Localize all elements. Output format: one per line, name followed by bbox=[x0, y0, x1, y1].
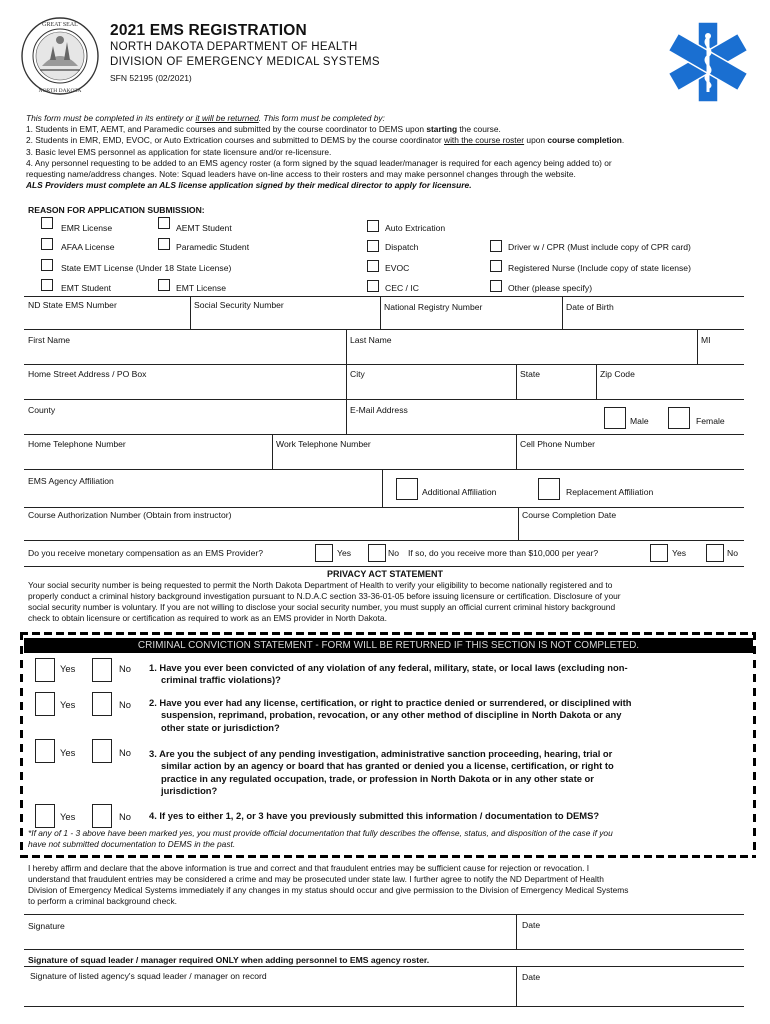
dispatch-checkbox[interactable] bbox=[367, 240, 379, 252]
aemt-student-checkbox[interactable] bbox=[158, 217, 170, 229]
cec-ic-checkbox[interactable] bbox=[367, 280, 379, 292]
cec-ic-label: CEC / IC bbox=[385, 283, 419, 293]
male-checkbox[interactable] bbox=[604, 407, 626, 429]
additional-affiliation-label: Additional Affiliation bbox=[422, 487, 497, 497]
reason-heading: REASON FOR APPLICATION SUBMISSION: bbox=[28, 205, 205, 215]
paramedic-student-label: Paramedic Student bbox=[176, 242, 250, 252]
state-field[interactable]: State bbox=[520, 369, 541, 379]
paramedic-student-checkbox[interactable] bbox=[158, 238, 170, 250]
female-label: Female bbox=[696, 416, 725, 426]
home-address-field[interactable]: Home Street Address / PO Box bbox=[28, 369, 147, 379]
compensation-yes-label: Yes bbox=[337, 548, 352, 558]
evoc-label: EVOC bbox=[385, 263, 410, 273]
nd-state-ems-number-field[interactable]: ND State EMS Number bbox=[28, 300, 117, 310]
q1-yes-checkbox[interactable] bbox=[35, 658, 55, 682]
registered-nurse-label: Registered Nurse (Include copy of state license) bbox=[508, 263, 691, 273]
compensation-no-checkbox[interactable] bbox=[368, 544, 386, 562]
replacement-affiliation-checkbox[interactable] bbox=[538, 478, 560, 500]
work-phone-field[interactable]: Work Telephone Number bbox=[276, 439, 371, 449]
ssn-field[interactable]: Social Security Number bbox=[194, 300, 284, 310]
course-completion-date-field[interactable]: Course Completion Date bbox=[522, 510, 617, 520]
state-emt-checkbox[interactable] bbox=[41, 259, 53, 271]
emt-student-label: EMT Student bbox=[61, 283, 111, 293]
q4-yes-label: Yes bbox=[60, 811, 76, 822]
emt-student-checkbox[interactable] bbox=[41, 279, 53, 291]
county-field[interactable]: County bbox=[28, 405, 56, 415]
q4-no-label: No bbox=[119, 811, 131, 822]
agency-affiliation-field[interactable]: EMS Agency Affiliation bbox=[28, 476, 114, 486]
department-name: NORTH DAKOTA DEPARTMENT OF HEALTH bbox=[110, 41, 358, 53]
dispatch-label: Dispatch bbox=[385, 242, 419, 252]
email-field[interactable]: E-Mail Address bbox=[350, 405, 408, 415]
star-of-life-icon bbox=[666, 20, 750, 104]
compensation-yes-checkbox[interactable] bbox=[315, 544, 333, 562]
additional-affiliation-checkbox[interactable] bbox=[396, 478, 418, 500]
afaa-license-checkbox[interactable] bbox=[41, 238, 53, 250]
evoc-checkbox[interactable] bbox=[367, 260, 379, 272]
q2-text: 2. Have you ever had any license, certification, or right to practice denied or surrendered, or disciplined with suspension, reprimand, probation, revocation, or any other method of discipline in North Dakota or any other state or jurisdiction? bbox=[149, 697, 632, 733]
emt-license-checkbox[interactable] bbox=[158, 279, 170, 291]
driver-cpr-label: Driver w / CPR (Must include copy of CPR card) bbox=[508, 242, 691, 252]
privacy-heading: PRIVACY ACT STATEMENT bbox=[326, 569, 443, 579]
squad-date-field[interactable]: Date bbox=[522, 972, 541, 982]
q1-yes-label: Yes bbox=[60, 663, 76, 674]
over-10000-yes-label: Yes bbox=[672, 548, 687, 558]
aemt-student-label: AEMT Student bbox=[176, 223, 232, 233]
compensation-question: Do you receive monetary compensation as an EMS Provider? bbox=[28, 548, 264, 558]
over-10000-no-label: No bbox=[727, 548, 738, 558]
state-seal bbox=[20, 16, 100, 96]
replacement-affiliation-label: Replacement Affiliation bbox=[566, 487, 654, 497]
q4-text: 4. If yes to either 1, 2, or 3 have you previously submitted this information / documentation to DEMS? bbox=[149, 810, 600, 821]
auto-extrication-checkbox[interactable] bbox=[367, 220, 379, 232]
female-checkbox[interactable] bbox=[668, 407, 690, 429]
q4-yes-checkbox[interactable] bbox=[35, 804, 55, 828]
q1-no-checkbox[interactable] bbox=[92, 658, 112, 682]
q2-no-checkbox[interactable] bbox=[92, 692, 112, 716]
division-name: DIVISION OF EMERGENCY MEDICAL SYSTEMS bbox=[110, 56, 380, 68]
q2-yes-checkbox[interactable] bbox=[35, 692, 55, 716]
instructions: This form must be completed in its entirety or it will be returned. This form must be completed by: 1. Students in EMT, AEMT, and Paramedic courses and submitted by the course coordinator to DEMS upon starting the course. 2. Students in EMR, EMD, EVOC, or Auto Extrication courses and submitted to DEMS by the course coordinator with the course roster upon course completion. 3. Basic level EMS personnel as application for state licensure and/or re-licensure. 4. Any personnel requesting to be added to an EMS agency roster (a form signed by the squad leader/manager is required for each agency being added to) or requesting name/address changes. Note: Squad leaders have on-line access to their rosters and may make personnel changes through the website. ALS Providers must complete an ALS license application signed by their medical director to apply for licensure. bbox=[26, 113, 625, 191]
emt-license-label: EMT License bbox=[176, 283, 226, 293]
q2-no-label: No bbox=[119, 699, 131, 710]
squad-heading: Signature of squad leader / manager required ONLY when adding personnel to EMS agency roster. bbox=[28, 955, 430, 965]
driver-cpr-checkbox[interactable] bbox=[490, 240, 502, 252]
q3-no-label: No bbox=[119, 747, 131, 758]
form-title: 2021 EMS REGISTRATION bbox=[110, 22, 307, 39]
over-10000-question: If so, do you receive more than $10,000 per year? bbox=[408, 548, 599, 558]
emr-license-checkbox[interactable] bbox=[41, 217, 53, 229]
course-authorization-field[interactable]: Course Authorization Number (Obtain from instructor) bbox=[28, 510, 232, 520]
form-number: SFN 52195 (02/2021) bbox=[110, 73, 192, 83]
afaa-license-label: AFAA License bbox=[61, 242, 115, 252]
q4-no-checkbox[interactable] bbox=[92, 804, 112, 828]
q3-yes-label: Yes bbox=[60, 747, 76, 758]
male-label: Male bbox=[630, 416, 649, 426]
zip-code-field[interactable]: Zip Code bbox=[600, 369, 635, 379]
city-field[interactable]: City bbox=[350, 369, 365, 379]
svg-text:GREAT SEAL: GREAT SEAL bbox=[42, 22, 78, 28]
privacy-statement: Your social security number is being requested to permit the North Dakota Department of Health to verify your eligibility to become nationally registered and to properly conduct a criminal history background investigation pursuant to N.D.A.C section 33-36-01-05 before issuing licensure or certification. Disclosure of your social security number is voluntary. If you are not willing to disclose your social security number, you must supply an official current criminal history background check to obtain licensure or certification as required to work as an EMS provider in North Dakota. bbox=[28, 580, 621, 623]
q3-yes-checkbox[interactable] bbox=[35, 739, 55, 763]
affirmation-text: I hereby affirm and declare that the above information is true and correct and that fraudulent entries may be sufficient cause for rejection or revocation. I understand that fraudulent entries may be considered a crime and may be prosecuted under state law. I further agree to notify the ND Department of Health Division of Emergency Medical Systems immediately if any changes in my status should occur and give permission to the Division of Emergency Medical Systems to perform a criminal background check. bbox=[28, 863, 629, 906]
q1-no-label: No bbox=[119, 663, 131, 674]
q3-text: 3. Are you the subject of any pending investigation, administrative sanction proceeding, hearing, trial or similar action by an agency or board that has granted or denied you a license, certification, or right to practice in any regulated occupation, trade, or profession in North Dakota or in any other state or jurisdiction? bbox=[149, 748, 614, 797]
other-checkbox[interactable] bbox=[490, 280, 502, 292]
q2-yes-label: Yes bbox=[60, 699, 76, 710]
emr-license-label: EMR License bbox=[61, 223, 113, 233]
home-phone-field[interactable]: Home Telephone Number bbox=[28, 439, 126, 449]
signature-field[interactable]: Signature bbox=[28, 921, 65, 931]
state-emt-label: State EMT License (Under 18 State License) bbox=[61, 263, 232, 273]
squad-signature-field[interactable]: Signature of listed agency's squad leader / manager on record bbox=[30, 971, 267, 981]
over-10000-yes-checkbox[interactable] bbox=[650, 544, 668, 562]
registered-nurse-checkbox[interactable] bbox=[490, 260, 502, 272]
svg-text:NORTH DAKOTA: NORTH DAKOTA bbox=[38, 88, 82, 94]
q1-text: 1. Have you ever been convicted of any violation of any federal, military, state, or local laws (excluding non- criminal traffic violations)? bbox=[149, 662, 628, 686]
last-name-field[interactable]: Last Name bbox=[350, 335, 392, 345]
first-name-field[interactable]: First Name bbox=[28, 335, 71, 345]
q3-no-checkbox[interactable] bbox=[92, 739, 112, 763]
national-registry-field[interactable]: National Registry Number bbox=[384, 302, 483, 312]
over-10000-no-checkbox[interactable] bbox=[706, 544, 724, 562]
compensation-no-label: No bbox=[388, 548, 399, 558]
criminal-note: *If any of 1 - 3 above have been marked yes, you must provide official documentation that fully describes the offense, status, and disposition of the case if you have not submitted documentation to DEMS in the past. bbox=[28, 828, 613, 849]
criminal-banner: CRIMINAL CONVICTION STATEMENT - FORM WILL BE RETURNED IF THIS SECTION IS NOT COMPLETED. bbox=[24, 638, 753, 653]
auto-extrication-label: Auto Extrication bbox=[385, 223, 446, 233]
cell-phone-field[interactable]: Cell Phone Number bbox=[520, 439, 595, 449]
signature-date-field[interactable]: Date bbox=[522, 920, 541, 930]
date-of-birth-field[interactable]: Date of Birth bbox=[566, 302, 614, 312]
middle-initial-field[interactable]: MI bbox=[701, 335, 711, 345]
other-label: Other (please specify) bbox=[508, 283, 593, 293]
